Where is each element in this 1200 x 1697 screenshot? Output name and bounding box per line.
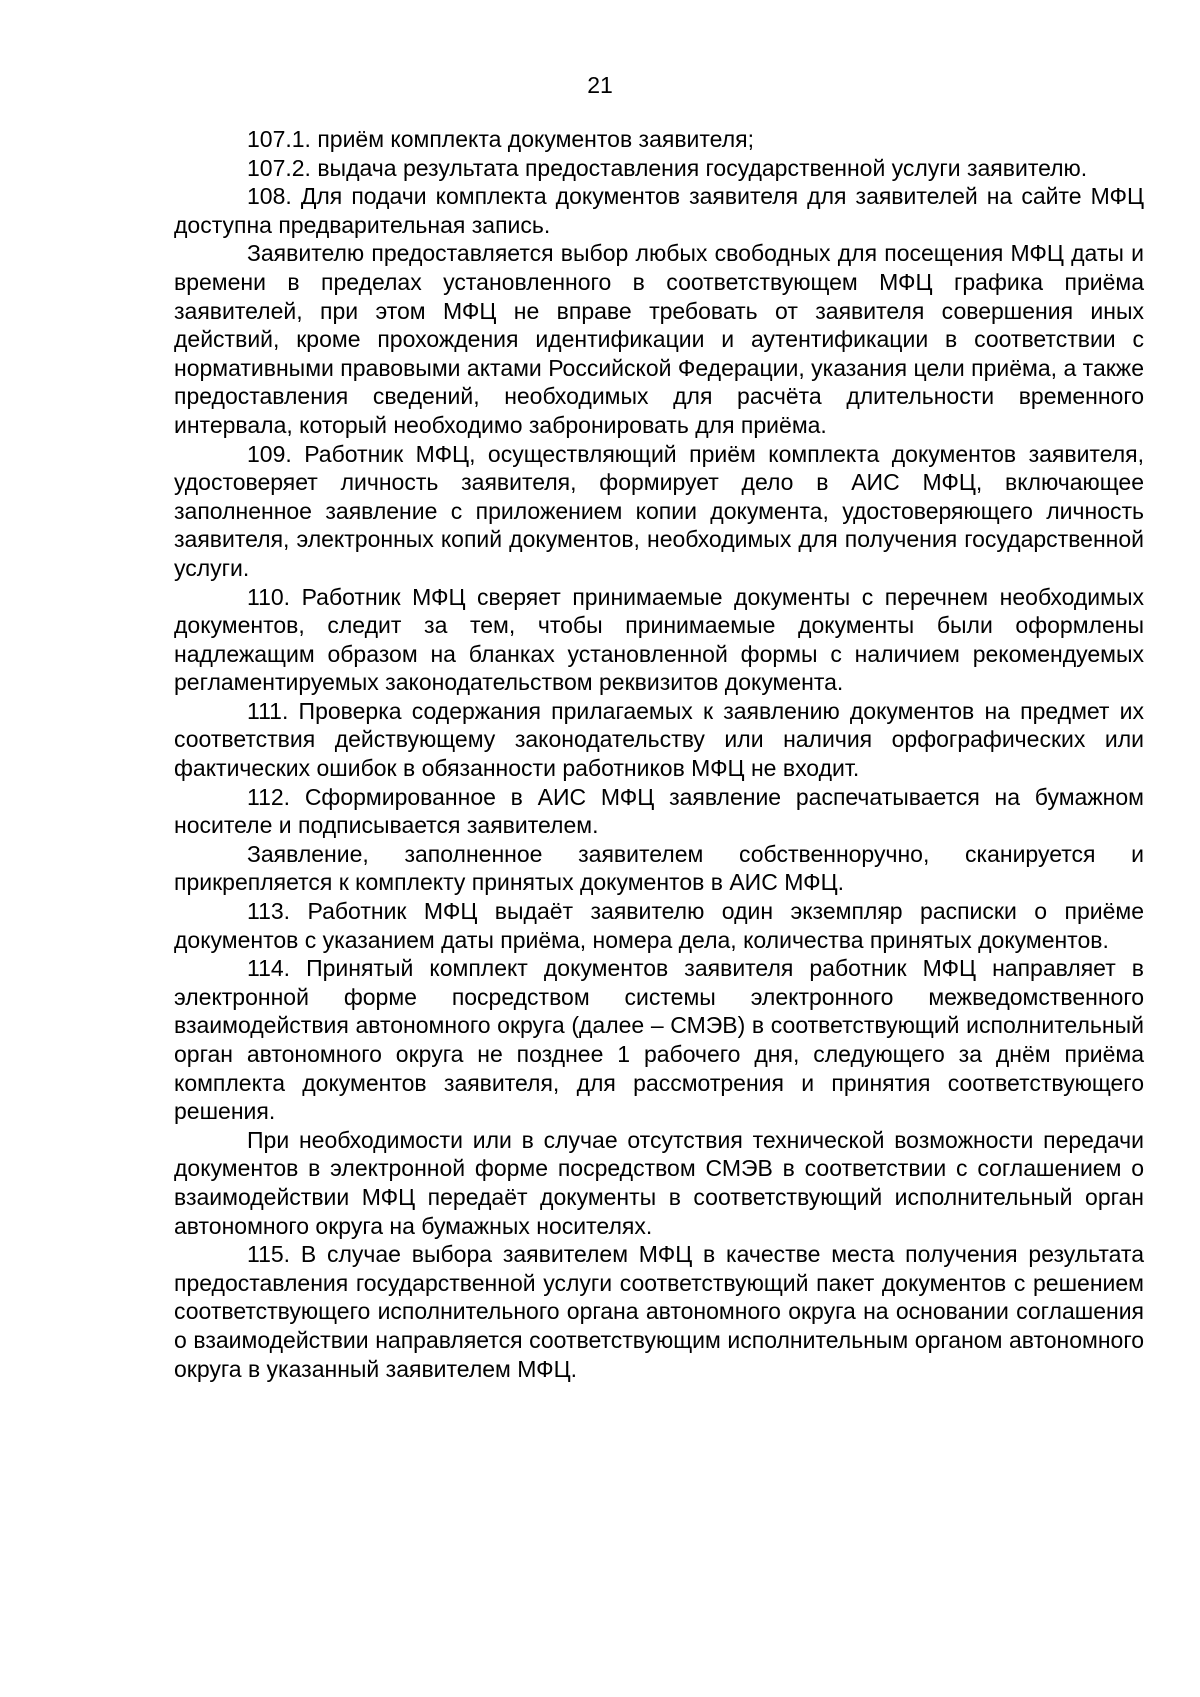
paragraph-115: 115. В случае выбора заявителем МФЦ в качестве места получения результата предоставления государственной услуги соответствующий пакет документов с решением соответствующего исполнительного органа автономного округа на основании соглашения о взаимодействии направляется соответствующим исполнительным органом автономного округа в указанный заявителем МФЦ.: [174, 1241, 1144, 1382]
paragraph-107-1: 107.1. приём комплекта документов заявителя;: [247, 126, 754, 152]
paragraph-107-2: 107.2. выдача результата предоставления государственной услуги заявителю.: [247, 154, 1088, 181]
paragraph-113: 113. Работник МФЦ выдаёт заявителю один экземпляр расписки о приёме документов с указанием даты приёма, номера дела, количества принятых документов.: [174, 898, 1144, 953]
paragraph-108: 108. Для подачи комплекта документов заявителя для заявителей на сайте МФЦ доступна предварительная запись.: [174, 183, 1144, 238]
paragraph-112: 112. Сформированное в АИС МФЦ заявление распечатывается на бумажном носителе и подписывается заявителем.: [174, 783, 1144, 839]
page-number: 21: [587, 72, 613, 98]
paragraph-108-continued: Заявителю предоставляется выбор любых свободных для посещения МФЦ даты и времени в пределах установленного в соответствующем МФЦ графика приёма заявителей, при этом МФЦ не вправе требовать от заявителя совершения иных действий, кроме прохождения идентификации и аутентификации в соответствии с нормативными правовыми актами Российской Федерации, указания цели приёма, а также предоставления сведений, необходимых для расчёта длительности временного интервала, который необходимо забронировать для приёма.: [174, 240, 1144, 438]
paragraph-114-continued: При необходимости или в случае отсутствия технической возможности передачи документов в электронной форме посредством СМЭВ в соответствии с соглашением о взаимодействии МФЦ передаёт документы в соответствующий исполнительный орган автономного округа на бумажных носителях.: [174, 1126, 1144, 1239]
paragraph-110: 110. Работник МФЦ сверяет принимаемые документы с перечнем необходимых документов, следит за тем, чтобы принимаемые документы были оформлены надлежащим образом на бланках установленной формы с наличием рекомендуемых регламентируемых законодательством реквизитов документа.: [174, 583, 1144, 696]
paragraph-111: 111. Проверка содержания прилагаемых к заявлению документов на предмет их соответствия действующему законодательству или наличия орфографических или фактических ошибок в обязанности работников МФЦ не входит.: [174, 697, 1144, 782]
paragraph-114: 114. Принятый комплект документов заявителя работник МФЦ направляет в электронной форме посредством системы электронного межведомственного взаимодействия автономного округа (далее – СМЭВ) в соответствующий исполнительный орган автономного округа не позднее 1 рабочего дня, следующего за днём приёма комплекта документов заявителя, для рассмотрения и принятия соответствующего решения.: [174, 955, 1144, 1125]
paragraph-109: 109. Работник МФЦ, осуществляющий приём комплекта документов заявителя, удостоверяет личность заявителя, формирует дело в АИС МФЦ, включающее заполненное заявление с приложением копии документа, удостоверяющего личность заявителя, электронных копий документов, необходимых для получения государственной услуги.: [174, 440, 1144, 581]
paragraph-112-continued: Заявление, заполненное заявителем собственноручно, сканируется и прикрепляется к комплекту принятых документов в АИС МФЦ.: [174, 840, 1144, 896]
document-body: [174, 125, 1144, 1383]
